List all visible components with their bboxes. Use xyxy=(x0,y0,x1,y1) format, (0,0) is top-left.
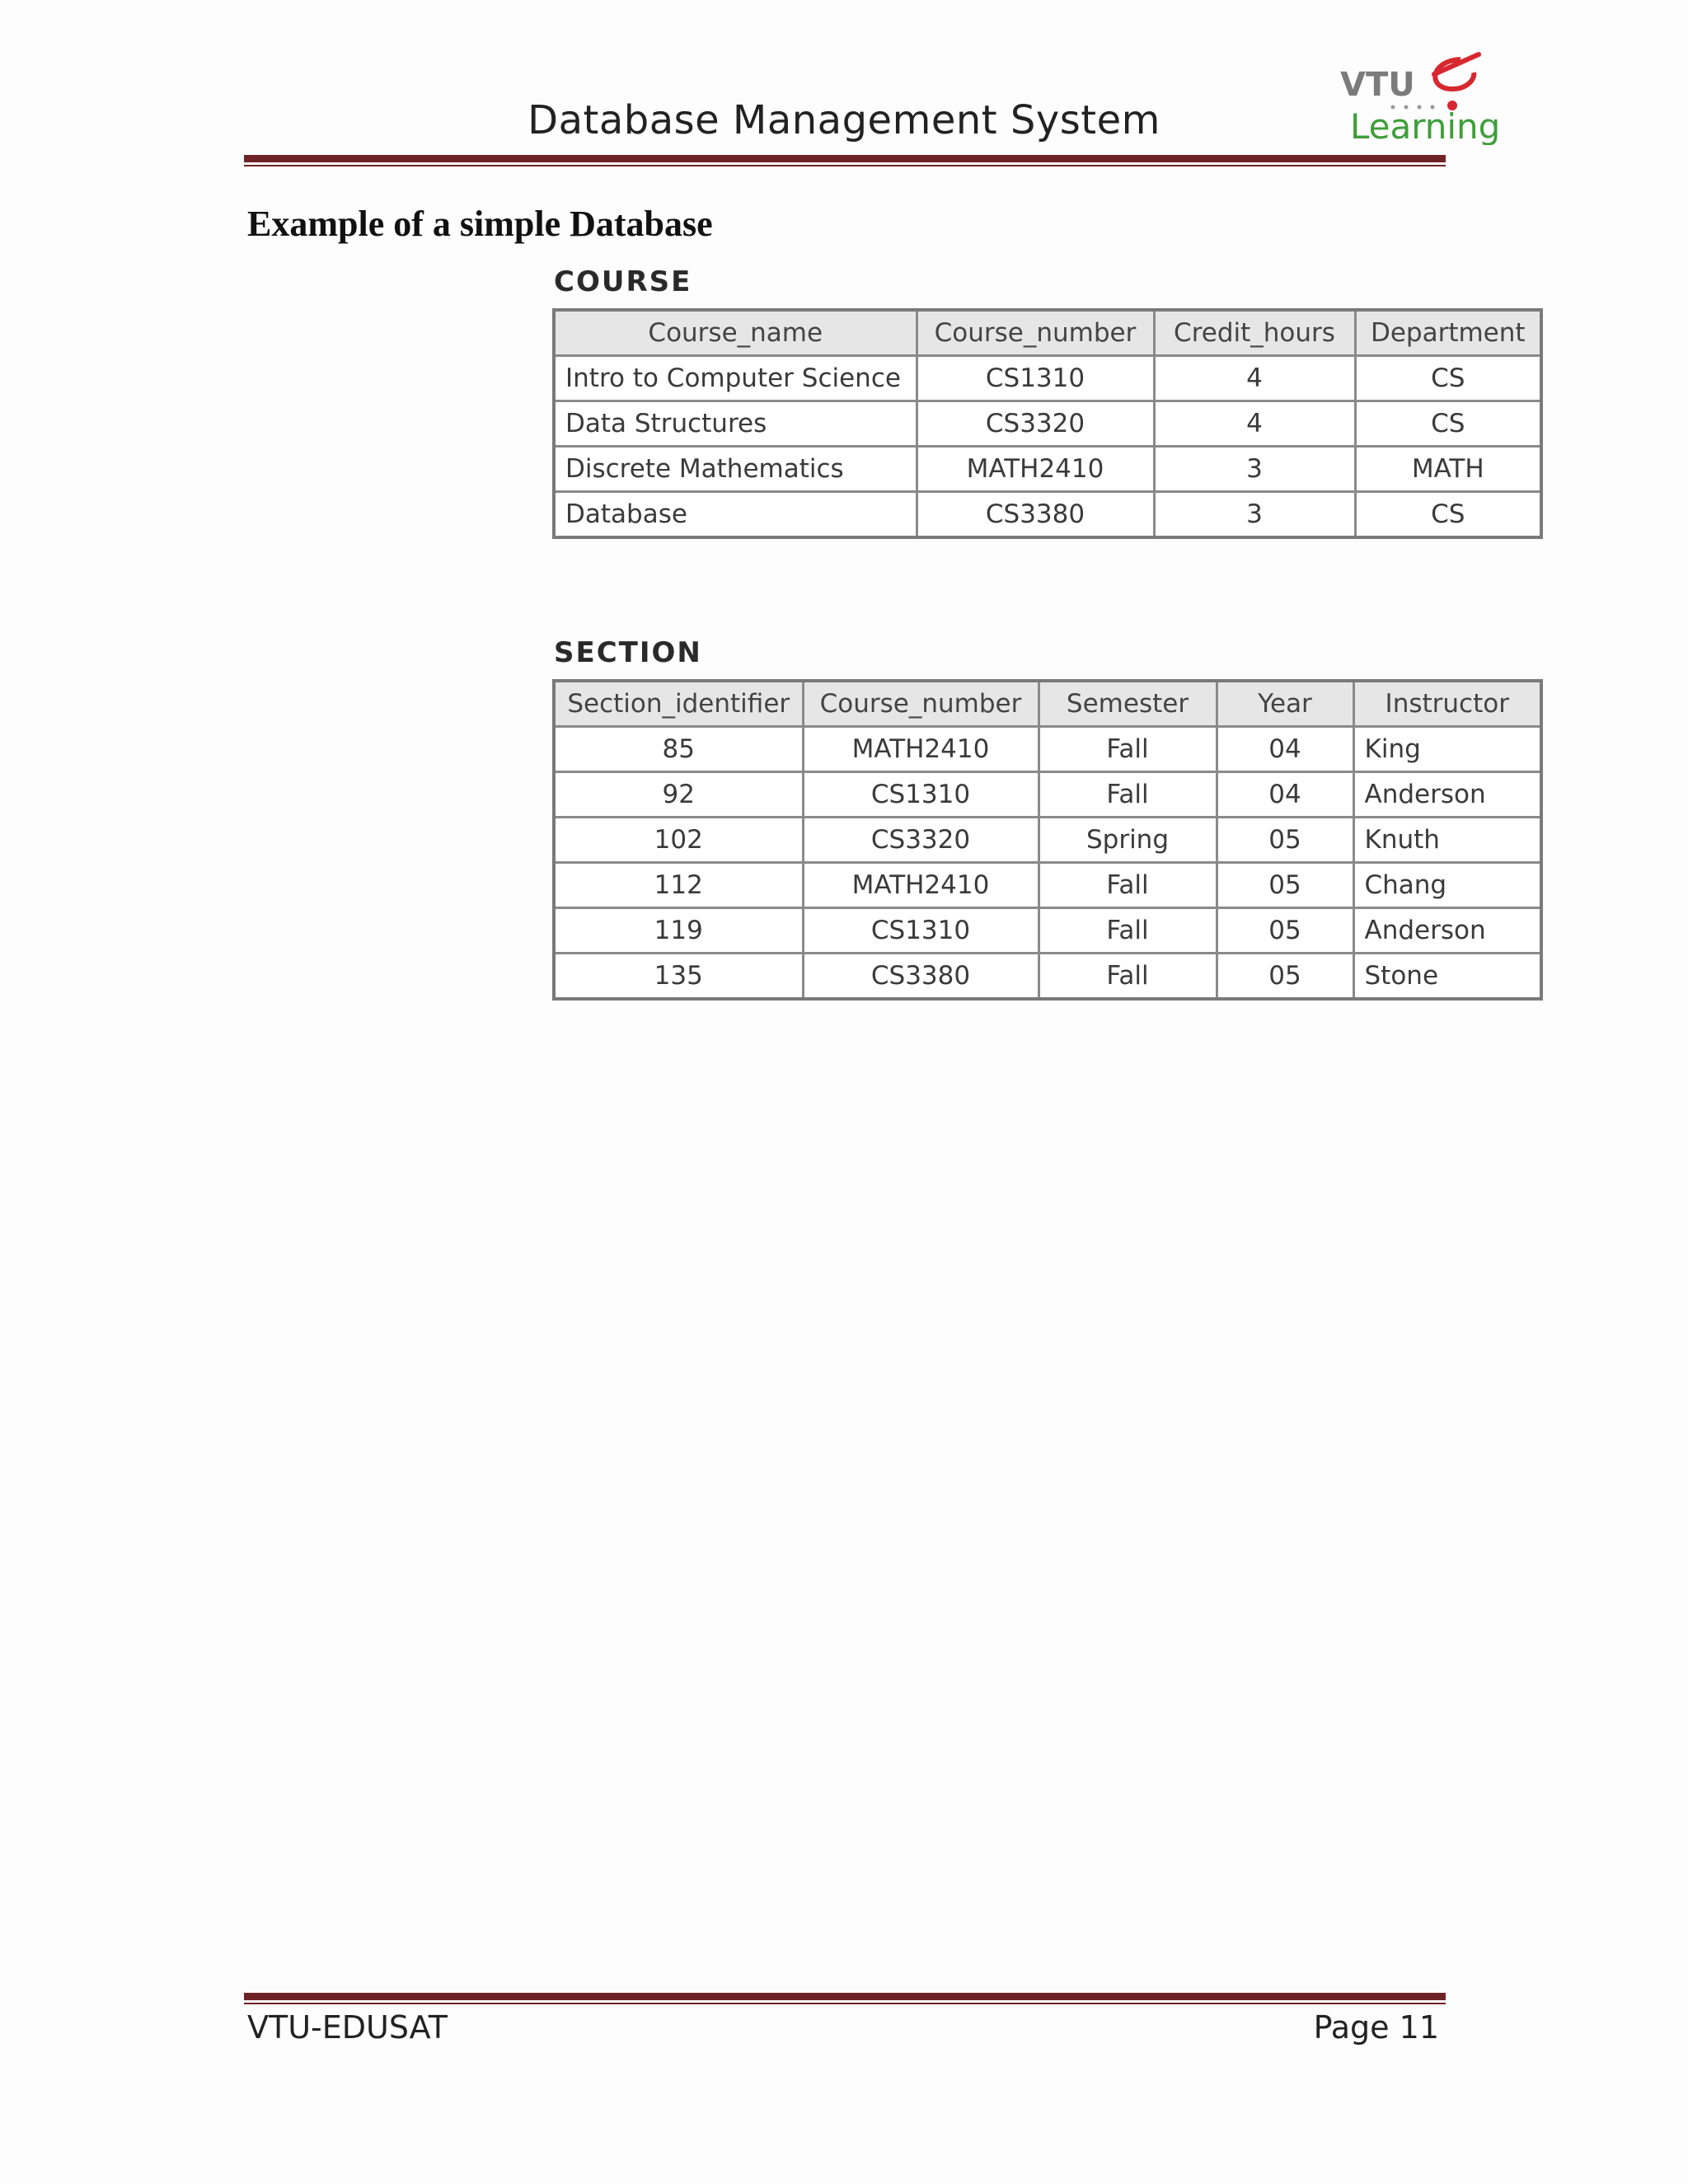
table-cell: Fall xyxy=(1039,727,1217,772)
section-table xyxy=(552,679,1543,1001)
table-row xyxy=(554,863,1541,908)
vtu-elearning-logo xyxy=(1337,38,1510,145)
table-cell: Discrete Mathematics xyxy=(554,447,917,492)
section-table-label: SECTION xyxy=(554,636,702,669)
document-title: Database Management System xyxy=(528,97,1160,143)
table-cell: 112 xyxy=(554,863,803,908)
page-number: Page 11 xyxy=(1313,2009,1439,2046)
footer-label: VTU-EDUSAT xyxy=(247,2009,448,2046)
table-cell: 05 xyxy=(1217,954,1353,1000)
table-cell: 05 xyxy=(1217,908,1353,954)
table-row xyxy=(554,727,1541,772)
logo-vtu-text: VTU xyxy=(1340,66,1415,104)
table-cell: 04 xyxy=(1217,772,1353,818)
section-table-header-row xyxy=(554,681,1541,727)
table-cell: Intro to Computer Science xyxy=(554,356,917,401)
table-cell: 4 xyxy=(1154,356,1355,401)
table-cell: CS3320 xyxy=(803,818,1039,863)
table-cell: Database xyxy=(554,492,917,538)
table-cell: CS3320 xyxy=(917,401,1154,447)
table-cell: 102 xyxy=(554,818,803,863)
table-cell: 119 xyxy=(554,908,803,954)
table-cell: Spring xyxy=(1039,818,1217,863)
table-cell: CS1310 xyxy=(917,356,1154,401)
table-row xyxy=(554,954,1541,1000)
footer-rule xyxy=(244,1993,1446,2000)
table-cell: MATH2410 xyxy=(803,727,1039,772)
table-cell: 05 xyxy=(1217,863,1353,908)
table-cell: Knuth xyxy=(1353,818,1541,863)
table-cell: Fall xyxy=(1039,863,1217,908)
course-table-label: COURSE xyxy=(554,265,692,298)
table-cell: CS xyxy=(1355,492,1541,538)
table-cell: Fall xyxy=(1039,954,1217,1000)
column-header: Instructor xyxy=(1353,681,1541,727)
table-row xyxy=(554,818,1541,863)
table-cell: 4 xyxy=(1154,401,1355,447)
table-row xyxy=(554,356,1541,401)
column-header: Year xyxy=(1217,681,1353,727)
column-header: Credit_hours xyxy=(1154,310,1355,356)
table-cell: MATH xyxy=(1355,447,1541,492)
table-cell: King xyxy=(1353,727,1541,772)
column-header: Course_number xyxy=(917,310,1154,356)
table-cell: Fall xyxy=(1039,772,1217,818)
table-cell: Data Structures xyxy=(554,401,917,447)
table-cell: 04 xyxy=(1217,727,1353,772)
table-row xyxy=(554,447,1541,492)
table-cell: Anderson xyxy=(1353,772,1541,818)
course-table-header-row xyxy=(554,310,1541,356)
table-cell: MATH2410 xyxy=(803,863,1039,908)
table-row xyxy=(554,908,1541,954)
table-row xyxy=(554,401,1541,447)
table-cell: Stone xyxy=(1353,954,1541,1000)
table-cell: 3 xyxy=(1154,447,1355,492)
table-cell: 135 xyxy=(554,954,803,1000)
column-header: Department xyxy=(1355,310,1541,356)
table-cell: 05 xyxy=(1217,818,1353,863)
course-table xyxy=(552,308,1543,539)
table-cell: CS3380 xyxy=(917,492,1154,538)
table-row xyxy=(554,772,1541,818)
table-cell: Anderson xyxy=(1353,908,1541,954)
table-cell: CS3380 xyxy=(803,954,1039,1000)
column-header: Semester xyxy=(1039,681,1217,727)
header-rule-thin xyxy=(244,165,1446,166)
table-cell: Fall xyxy=(1039,908,1217,954)
table-cell: CS xyxy=(1355,356,1541,401)
table-cell: CS1310 xyxy=(803,772,1039,818)
section-heading: Example of a simple Database xyxy=(247,204,713,244)
column-header: Section_identifier xyxy=(554,681,803,727)
table-row xyxy=(554,492,1541,538)
table-cell: 85 xyxy=(554,727,803,772)
table-cell: CS1310 xyxy=(803,908,1039,954)
table-cell: MATH2410 xyxy=(917,447,1154,492)
logo-learning-text: Learning xyxy=(1350,106,1501,145)
footer-rule-thin xyxy=(244,2003,1446,2004)
table-cell: CS xyxy=(1355,401,1541,447)
header-rule xyxy=(244,155,1446,162)
column-header: Course_name xyxy=(554,310,917,356)
table-cell: Chang xyxy=(1353,863,1541,908)
table-cell: 92 xyxy=(554,772,803,818)
column-header: Course_number xyxy=(803,681,1039,727)
table-cell: 3 xyxy=(1154,492,1355,538)
